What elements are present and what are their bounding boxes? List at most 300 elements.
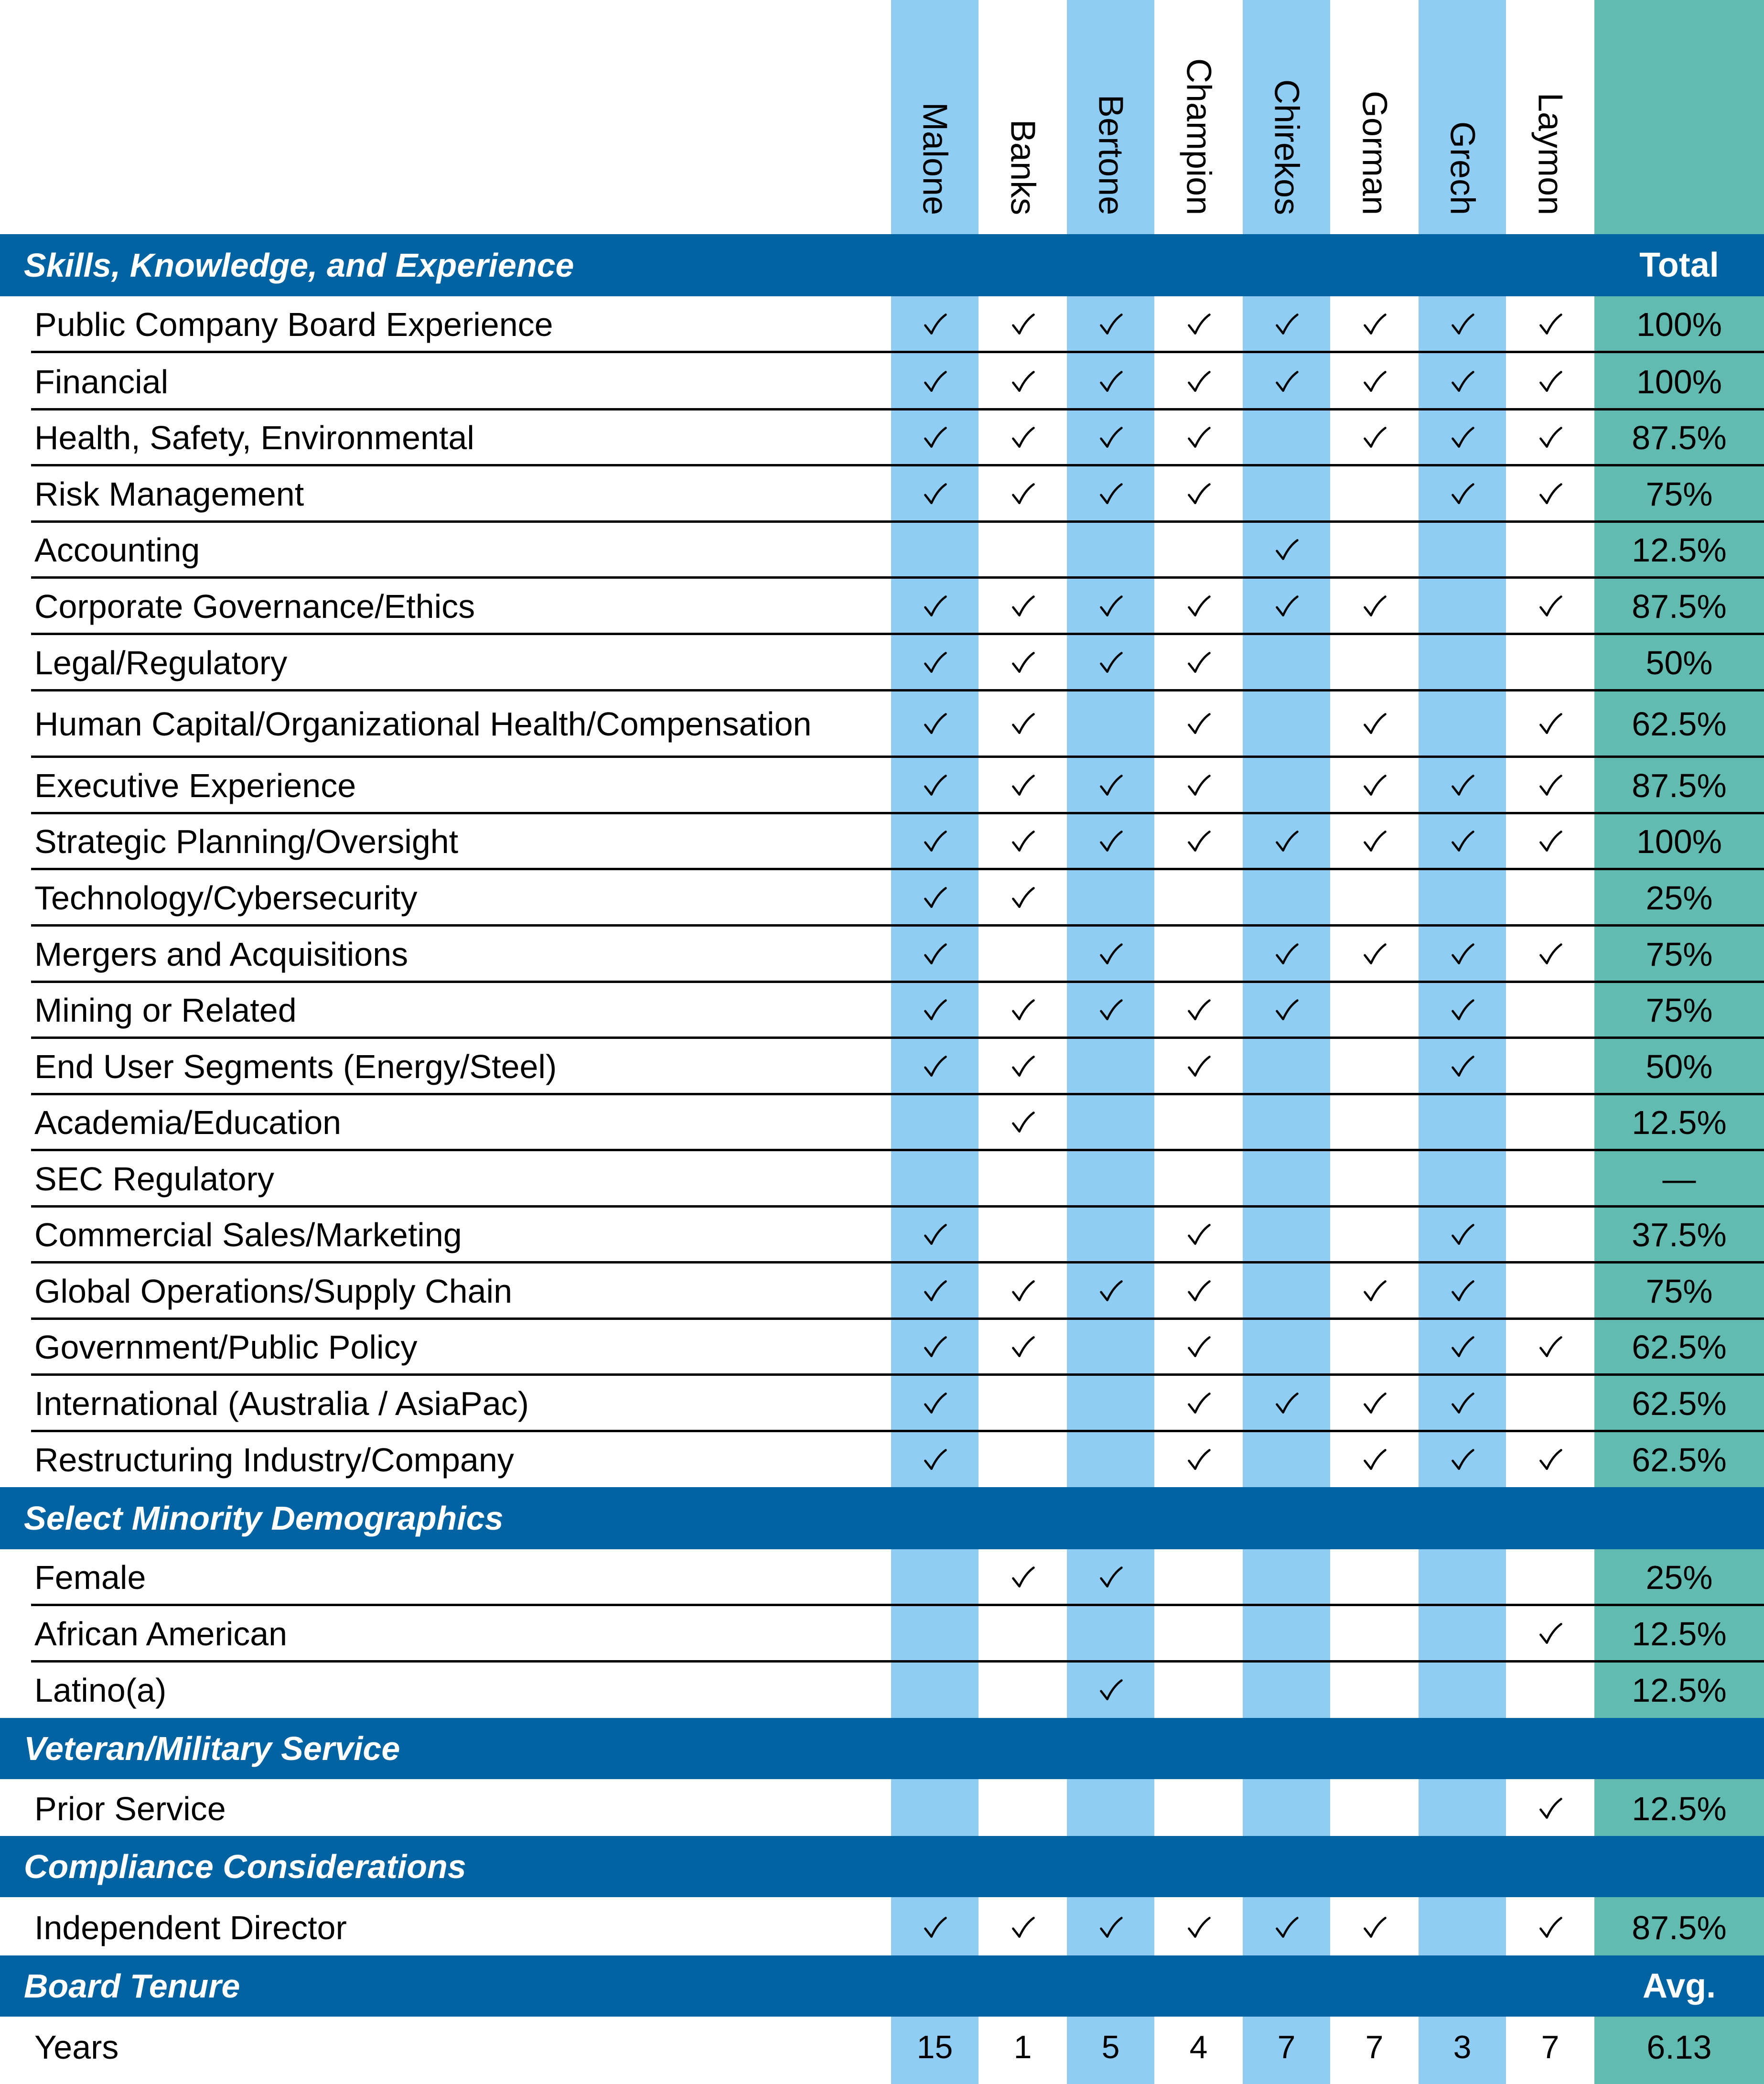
check-cell (1067, 354, 1154, 410)
check-cell (1419, 410, 1506, 465)
empty-cell (1331, 1319, 1418, 1375)
empty-cell (1067, 1207, 1154, 1263)
empty-cell (1243, 870, 1330, 926)
row-total: 87.5% (1632, 1909, 1727, 1946)
empty-cell (891, 1781, 979, 1837)
check-icon (1097, 424, 1124, 451)
section-title: Veteran/Military Service (24, 1730, 400, 1767)
row-total: 25% (1646, 1558, 1713, 1596)
check-cell (1419, 354, 1506, 410)
section-title: Skills, Knowledge, and Experience (24, 247, 574, 284)
check-icon (1449, 1334, 1476, 1361)
empty-cell (1155, 1662, 1242, 1718)
check-icon (922, 368, 948, 395)
empty-cell (979, 926, 1066, 982)
check-icon (1537, 1914, 1564, 1941)
check-cell (1067, 466, 1154, 522)
empty-cell (891, 1095, 979, 1150)
empty-cell (1506, 522, 1594, 578)
check-icon (1449, 1053, 1476, 1080)
empty-cell (1067, 1095, 1154, 1150)
director-name: Banks (1003, 119, 1042, 215)
row-total: 12.5% (1632, 1104, 1727, 1141)
check-cell (1331, 926, 1418, 982)
check-icon (922, 1278, 948, 1305)
check-cell (1243, 522, 1330, 578)
check-icon (1449, 1278, 1476, 1305)
check-cell (1331, 1432, 1418, 1488)
director-header (1155, 0, 1242, 215)
check-cell (1243, 354, 1330, 410)
check-icon (1185, 1914, 1212, 1941)
check-icon (1185, 1221, 1212, 1248)
check-cell (1331, 1900, 1418, 1956)
row-label: End User Segments (Energy/Steel) (34, 1047, 557, 1085)
check-icon (1449, 772, 1476, 799)
check-cell (1243, 578, 1330, 634)
row-total: 62.5% (1632, 1384, 1727, 1422)
check-icon (1185, 711, 1212, 737)
row-label: Legal/Regulatory (34, 644, 288, 681)
check-cell (1506, 1432, 1594, 1488)
empty-cell (1155, 522, 1242, 578)
empty-cell (1331, 983, 1418, 1038)
check-icon (1537, 941, 1564, 968)
row-label: Technology/Cybersecurity (34, 879, 418, 917)
row-label: Health, Safety, Environmental (34, 419, 474, 456)
check-cell (891, 354, 979, 410)
empty-cell (1506, 1038, 1594, 1094)
check-icon (1537, 772, 1564, 799)
check-cell (1506, 1319, 1594, 1375)
row-label: International (Australia / AsiaPac) (34, 1384, 529, 1422)
check-icon (1185, 311, 1212, 338)
empty-cell (1419, 522, 1506, 578)
empty-cell (1067, 1038, 1154, 1094)
check-cell (891, 1038, 979, 1094)
check-cell (891, 1263, 979, 1319)
row-divider (31, 351, 1764, 353)
empty-cell (1419, 1606, 1506, 1662)
empty-cell (1243, 410, 1330, 465)
check-cell (1506, 1781, 1594, 1837)
row-label: Strategic Planning/Oversight (34, 823, 459, 860)
empty-cell (1067, 1432, 1154, 1488)
empty-cell (979, 1375, 1066, 1431)
check-icon (1097, 1278, 1124, 1305)
empty-cell (979, 1432, 1066, 1488)
director-header (1506, 0, 1594, 215)
row-label: Risk Management (34, 475, 304, 513)
empty-cell (1155, 870, 1242, 926)
row-total: 87.5% (1632, 767, 1727, 804)
check-cell (1155, 1319, 1242, 1375)
check-icon (922, 711, 948, 737)
row-label: Commercial Sales/Marketing (34, 1216, 462, 1253)
check-cell (1155, 1207, 1242, 1263)
section-header (0, 1955, 1764, 2017)
empty-cell (1419, 870, 1506, 926)
director-header (891, 0, 979, 215)
row-label: Mining or Related (34, 992, 297, 1029)
empty-cell (1506, 1375, 1594, 1431)
row-label: SEC Regulatory (34, 1160, 274, 1198)
check-icon (1537, 593, 1564, 620)
row-total: 100% (1636, 823, 1722, 860)
check-icon (1273, 1914, 1300, 1941)
check-cell (1506, 578, 1594, 634)
check-cell (979, 354, 1066, 410)
check-icon (1537, 1795, 1564, 1822)
check-icon (1185, 772, 1212, 799)
check-icon (1449, 481, 1476, 508)
check-cell (979, 1319, 1066, 1375)
empty-cell (1067, 1781, 1154, 1837)
check-cell (1155, 296, 1242, 352)
empty-cell (1243, 1319, 1330, 1375)
director-header (1243, 0, 1330, 215)
check-icon (1361, 1390, 1388, 1417)
value-cell: 1 (1013, 2029, 1032, 2065)
check-cell (1067, 983, 1154, 1038)
empty-cell (1331, 466, 1418, 522)
row-total: 50% (1646, 1047, 1713, 1085)
empty-cell (891, 1151, 979, 1207)
check-cell (1331, 691, 1418, 757)
section-title: Select Minority Demographics (24, 1500, 504, 1537)
check-icon (1273, 828, 1300, 855)
empty-cell (1067, 1606, 1154, 1662)
check-cell (1331, 296, 1418, 352)
check-cell (979, 466, 1066, 522)
empty-cell (1331, 1038, 1418, 1094)
row-label: Independent Director (34, 1909, 347, 1946)
check-cell (1067, 578, 1154, 634)
check-icon (1361, 311, 1388, 338)
empty-cell (1506, 870, 1594, 926)
check-cell (1331, 1375, 1418, 1431)
empty-cell (1506, 983, 1594, 1038)
check-cell (979, 814, 1066, 869)
check-icon (1097, 481, 1124, 508)
check-icon (1273, 311, 1300, 338)
check-cell (1067, 635, 1154, 691)
check-cell (891, 983, 979, 1038)
row-total: 75% (1646, 935, 1713, 973)
check-icon (1449, 1390, 1476, 1417)
row-total: 12.5% (1632, 1615, 1727, 1652)
check-cell (979, 1095, 1066, 1150)
check-cell (1419, 1319, 1506, 1375)
check-icon (1185, 997, 1212, 1024)
check-cell (979, 578, 1066, 634)
empty-cell (1243, 1549, 1330, 1605)
row-label: Government/Public Policy (34, 1328, 418, 1366)
check-icon (1537, 1447, 1564, 1473)
check-icon (1537, 828, 1564, 855)
check-cell (1331, 814, 1418, 869)
check-icon (1097, 941, 1124, 968)
empty-cell (1506, 1662, 1594, 1718)
check-cell (1419, 926, 1506, 982)
value-cell: 7 (1541, 2029, 1560, 2065)
empty-cell (1419, 1151, 1506, 1207)
empty-cell (1506, 1151, 1594, 1207)
row-label: Accounting (34, 531, 200, 569)
check-icon (922, 593, 948, 620)
empty-cell (891, 1549, 979, 1605)
empty-cell (1331, 1662, 1418, 1718)
empty-cell (1155, 1151, 1242, 1207)
check-cell (1243, 296, 1330, 352)
empty-cell (1155, 1781, 1242, 1837)
check-icon (1010, 1053, 1036, 1080)
check-cell (979, 1263, 1066, 1319)
check-icon (1010, 593, 1036, 620)
check-cell (1506, 757, 1594, 813)
check-icon (1537, 1620, 1564, 1647)
empty-cell (1067, 1151, 1154, 1207)
check-icon (1449, 1447, 1476, 1473)
check-icon (922, 1914, 948, 1941)
check-cell (1419, 466, 1506, 522)
total-header: Total (1639, 246, 1719, 284)
value-cell: 5 (1101, 2029, 1120, 2065)
check-icon (1010, 1278, 1036, 1305)
check-cell (1506, 814, 1594, 869)
check-cell (1506, 296, 1594, 352)
empty-cell (1067, 691, 1154, 757)
check-cell (1419, 757, 1506, 813)
empty-cell (1243, 1263, 1330, 1319)
check-cell (1506, 354, 1594, 410)
check-icon (1273, 941, 1300, 968)
check-icon (1185, 368, 1212, 395)
check-icon (1273, 1390, 1300, 1417)
check-cell (1243, 983, 1330, 1038)
director-name: Laymon (1531, 92, 1570, 215)
check-cell (1419, 1038, 1506, 1094)
check-cell (1067, 296, 1154, 352)
check-cell (1331, 1263, 1418, 1319)
check-cell (1155, 1375, 1242, 1431)
check-cell (979, 410, 1066, 465)
check-icon (1097, 828, 1124, 855)
empty-cell (891, 522, 979, 578)
check-icon (1185, 1053, 1212, 1080)
check-cell (891, 578, 979, 634)
check-cell (979, 757, 1066, 813)
check-cell (1155, 410, 1242, 465)
row-total: 87.5% (1632, 587, 1727, 625)
check-cell (891, 410, 979, 465)
check-icon (1361, 941, 1388, 968)
check-icon (1010, 481, 1036, 508)
row-total: 12.5% (1632, 1790, 1727, 1827)
empty-cell (1155, 1549, 1242, 1605)
empty-cell (1067, 1375, 1154, 1431)
check-cell (1155, 1263, 1242, 1319)
check-cell (1243, 814, 1330, 869)
check-cell (1155, 983, 1242, 1038)
check-icon (1010, 424, 1036, 451)
row-total: 62.5% (1632, 1328, 1727, 1366)
check-icon (1010, 1564, 1036, 1591)
check-cell (1067, 1662, 1154, 1718)
check-icon (1097, 1677, 1124, 1704)
check-icon (1010, 649, 1036, 676)
empty-cell (1506, 1549, 1594, 1605)
director-name: Grech (1443, 121, 1482, 215)
check-cell (891, 1375, 979, 1431)
row-total: — (1662, 1160, 1696, 1198)
empty-cell (1331, 635, 1418, 691)
check-icon (1449, 828, 1476, 855)
row-label: Executive Experience (34, 767, 356, 804)
check-cell (891, 1432, 979, 1488)
check-cell (979, 635, 1066, 691)
check-cell (1155, 814, 1242, 869)
check-icon (1097, 649, 1124, 676)
empty-cell (1243, 691, 1330, 757)
check-cell (891, 870, 979, 926)
check-cell (1243, 926, 1330, 982)
check-icon (1185, 481, 1212, 508)
check-cell (1506, 691, 1594, 757)
row-label: Financial (34, 363, 169, 400)
check-icon (1537, 311, 1564, 338)
director-name: Champion (1179, 58, 1218, 215)
director-header (1331, 0, 1418, 215)
director-name: Chirekos (1267, 79, 1306, 215)
row-total: 12.5% (1632, 531, 1727, 569)
check-cell (1155, 1038, 1242, 1094)
value-cell: 4 (1189, 2029, 1208, 2065)
row-total: 87.5% (1632, 419, 1727, 456)
empty-cell (1243, 466, 1330, 522)
row-total: 12.5% (1632, 1671, 1727, 1709)
check-cell (1155, 757, 1242, 813)
empty-cell (1067, 1319, 1154, 1375)
check-icon (1010, 997, 1036, 1024)
check-cell (891, 466, 979, 522)
check-cell (1067, 410, 1154, 465)
check-icon (1097, 311, 1124, 338)
check-icon (1185, 1334, 1212, 1361)
check-cell (979, 983, 1066, 1038)
check-cell (1067, 1263, 1154, 1319)
check-cell (1155, 1900, 1242, 1956)
check-icon (1537, 368, 1564, 395)
empty-cell (1155, 1095, 1242, 1150)
check-cell (1155, 466, 1242, 522)
check-icon (1273, 368, 1300, 395)
empty-cell (1331, 1151, 1418, 1207)
row-label: Human Capital/Organizational Health/Compensation (34, 705, 812, 743)
check-cell (1506, 466, 1594, 522)
row-label: Years (34, 2029, 119, 2066)
check-icon (1010, 828, 1036, 855)
check-icon (1449, 368, 1476, 395)
empty-cell (1419, 1781, 1506, 1837)
director-header (979, 0, 1066, 215)
check-cell (1331, 410, 1418, 465)
row-total: 37.5% (1632, 1216, 1727, 1253)
empty-cell (979, 1151, 1066, 1207)
check-cell (891, 757, 979, 813)
row-label: Mergers and Acquisitions (34, 935, 409, 973)
section-title: Board Tenure (24, 1967, 240, 2005)
section-header (0, 1718, 1764, 1779)
check-cell (1331, 354, 1418, 410)
check-icon (1010, 885, 1036, 911)
empty-cell (1067, 870, 1154, 926)
empty-cell (1506, 635, 1594, 691)
check-icon (1185, 1390, 1212, 1417)
empty-cell (1243, 1662, 1330, 1718)
director-header (1419, 0, 1506, 215)
check-cell (891, 814, 979, 869)
check-icon (922, 1053, 948, 1080)
empty-cell (1419, 1095, 1506, 1150)
check-icon (1185, 828, 1212, 855)
check-icon (1097, 997, 1124, 1024)
check-icon (1010, 1109, 1036, 1136)
empty-cell (1243, 635, 1330, 691)
empty-cell (1243, 757, 1330, 813)
value-cell: 15 (916, 2029, 953, 2065)
empty-cell (1243, 1151, 1330, 1207)
check-cell (1506, 410, 1594, 465)
check-icon (1010, 711, 1036, 737)
check-icon (1273, 997, 1300, 1024)
check-icon (1361, 593, 1388, 620)
check-cell (1331, 578, 1418, 634)
check-icon (1185, 1278, 1212, 1305)
check-icon (1449, 1221, 1476, 1248)
empty-cell (1155, 1606, 1242, 1662)
check-icon (1273, 593, 1300, 620)
check-cell (1155, 578, 1242, 634)
check-icon (1449, 997, 1476, 1024)
check-cell (891, 296, 979, 352)
empty-cell (891, 1606, 979, 1662)
row-label: Public Company Board Experience (34, 305, 553, 343)
empty-cell (979, 1207, 1066, 1263)
check-icon (1361, 1447, 1388, 1473)
check-icon (1097, 1914, 1124, 1941)
check-cell (1419, 814, 1506, 869)
empty-cell (1243, 1095, 1330, 1150)
row-total: 62.5% (1632, 705, 1727, 743)
check-cell (1155, 691, 1242, 757)
row-total: 75% (1646, 992, 1713, 1029)
check-icon (1010, 1334, 1036, 1361)
director-name: Malone (915, 102, 954, 215)
empty-cell (979, 522, 1066, 578)
check-icon (922, 481, 948, 508)
check-icon (1361, 828, 1388, 855)
empty-cell (1243, 1781, 1330, 1837)
section-header (0, 1836, 1764, 1897)
empty-cell (1419, 1900, 1506, 1956)
check-cell (979, 1038, 1066, 1094)
check-cell (1419, 296, 1506, 352)
check-cell (1506, 926, 1594, 982)
check-icon (1537, 711, 1564, 737)
row-label: Academia/Education (34, 1104, 342, 1141)
empty-cell (1331, 1095, 1418, 1150)
